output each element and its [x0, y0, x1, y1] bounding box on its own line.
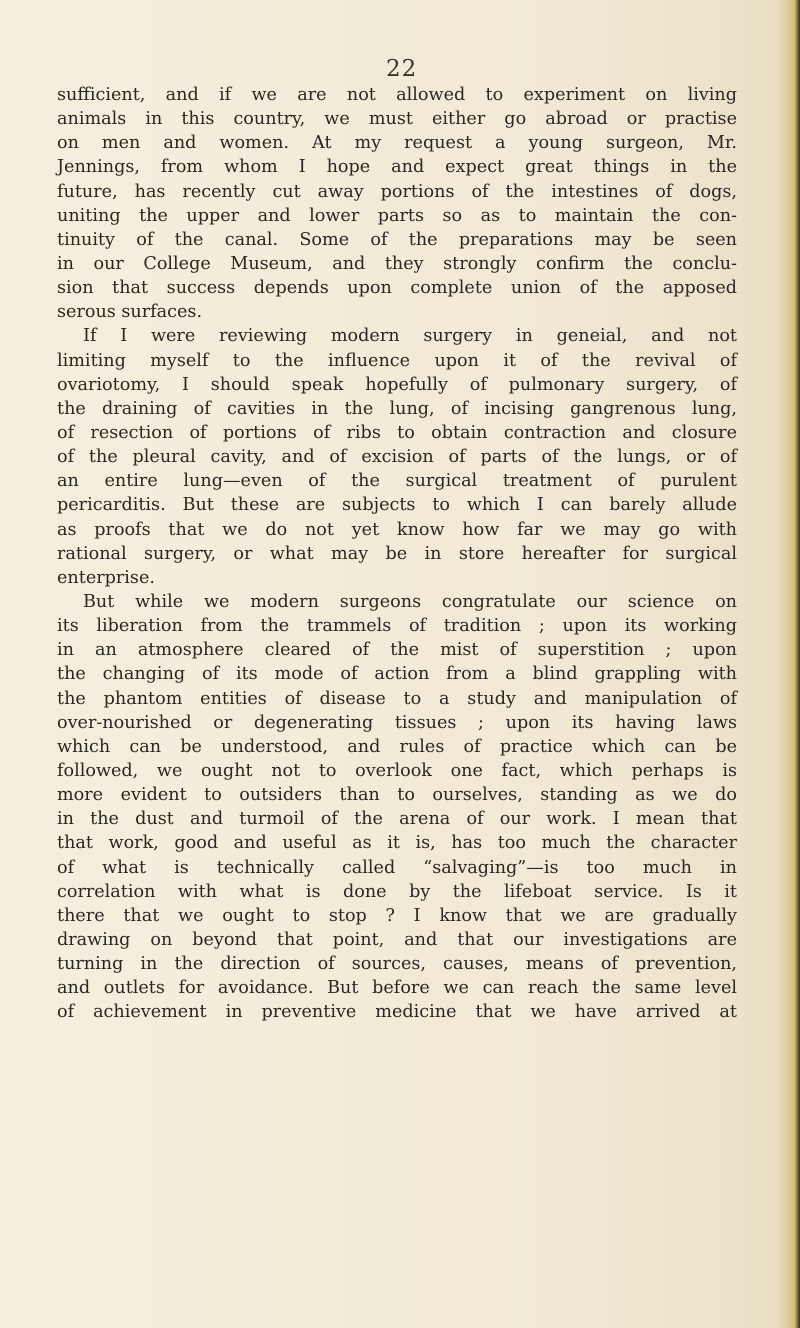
text-line: there that we ought to stop ? I know that we are gradually — [57, 905, 737, 926]
text-line: sion that success depends upon complete union of the apposed — [57, 278, 737, 299]
text-line: turning in the direction of sources, causes, means of prevention, — [57, 954, 737, 975]
text-line: sufficient, and if we are not allowed to experiment on living — [57, 85, 737, 105]
text-line: of what is technically called “salvaging”—is too much in — [57, 857, 737, 878]
text-line: uniting the upper and lower parts so as to maintain the con- — [57, 205, 737, 226]
text-line: over-nourished or degenerating tissues ; upon its having laws — [57, 712, 737, 733]
text-line: the draining of cavities in the lung, of incising gangrenous lung, — [57, 398, 737, 419]
text-line: an entire lung—even of the surgical treatment of purulent — [57, 471, 737, 492]
text-line: But while we modern surgeons congratulate our science on — [83, 591, 737, 612]
text-line: animals in this country, we must either go abroad or practise — [57, 109, 737, 130]
body-text — [57, 83, 737, 1024]
text-line: tinuity of the canal. Some of the preparations may be seen — [57, 229, 737, 250]
text-line: the phantom entities of disease to a study and manipulation of — [57, 688, 737, 709]
text-line: If I were reviewing modern surgery in geneial, and not — [83, 326, 737, 347]
text-line: drawing on beyond that point, and that our investigations are — [57, 929, 737, 950]
text-line: correlation with what is done by the lifeboat service. Is it — [57, 881, 737, 902]
text-line: in our College Museum, and they strongly confirm the conclu- — [57, 253, 737, 274]
text-line: on men and women. At my request a young surgeon, Mr. — [57, 133, 737, 154]
text-line: the changing of its mode of action from a blind grappling with — [57, 664, 737, 685]
text-line: serous surfaces. — [57, 302, 203, 323]
text-line: pericarditis. But these are subjects to which I can barely allude — [57, 495, 737, 516]
text-line: ovariotomy, I should speak hopefully of pulmonary surgery, of — [57, 374, 737, 395]
page-edge-shadow — [778, 0, 800, 1328]
text-line: Jennings, from whom I hope and expect great things in the — [57, 157, 737, 178]
text-line: which can be understood, and rules of practice which can be — [57, 736, 737, 757]
text-line: future, has recently cut away portions of the intestines of dogs, — [57, 181, 737, 202]
text-line: its liberation from the trammels of tradition ; upon its working — [57, 616, 737, 637]
text-line: more evident to outsiders than to ourselves, standing as we do — [57, 785, 737, 806]
page-number: 22 — [386, 56, 418, 82]
text-line: rational surgery, or what may be in store hereafter for surgical — [57, 543, 737, 564]
text-line: of the pleural cavity, and of excision of parts of the lungs, or of — [57, 447, 737, 468]
text-line: in the dust and turmoil of the arena of our work. I mean that — [57, 809, 737, 830]
text-line: as proofs that we do not yet know how far we may go with — [57, 519, 737, 540]
text-line: in an atmosphere cleared of the mist of superstition ; upon — [57, 640, 737, 661]
text-line: of achievement in preventive medicine that we have arrived at — [57, 1002, 737, 1023]
text-line: followed, we ought not to overlook one fact, which perhaps is — [57, 760, 737, 781]
text-line: and outlets for avoidance. But before we can reach the same level — [57, 978, 737, 999]
text-line: that work, good and useful as it is, has too much the character — [57, 833, 737, 854]
text-line: enterprise. — [57, 567, 155, 588]
text-line: limiting myself to the influence upon it of the revival of — [57, 350, 737, 371]
text-line: of resection of portions of ribs to obtain contraction and closure — [57, 422, 737, 443]
